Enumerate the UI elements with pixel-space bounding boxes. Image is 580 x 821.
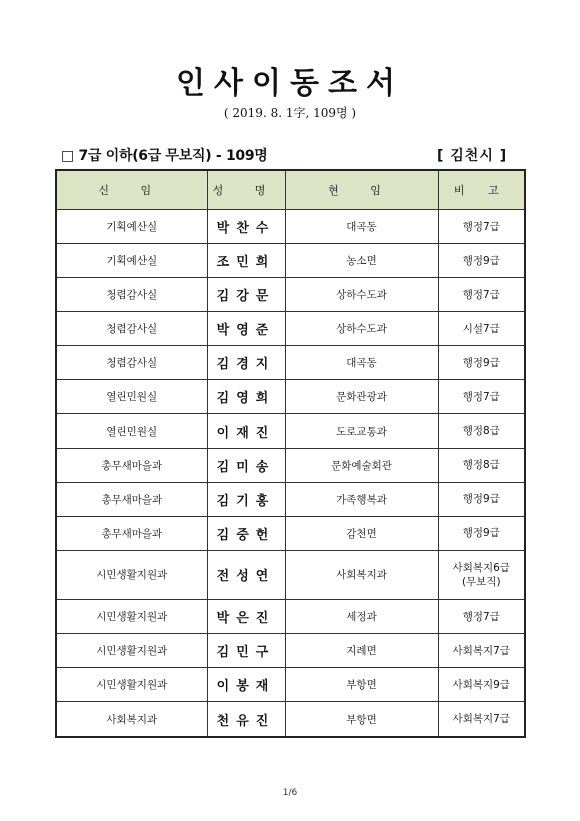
note-line: 사회복지7급 — [452, 713, 510, 726]
header-note: 비 고 — [438, 170, 525, 210]
cell-name: 전성연 — [207, 550, 285, 599]
cell-current-post: 농소면 — [285, 244, 438, 278]
cell-note — [438, 210, 525, 244]
note-line: (무보직) — [461, 575, 501, 588]
table-row — [56, 516, 525, 550]
header-current-post: 현 임 — [285, 170, 438, 210]
cell-current-post: 상하수도과 — [285, 312, 438, 346]
table-row — [56, 210, 525, 244]
table-row — [56, 244, 525, 278]
cell-new-post: 열린민원실 — [56, 380, 207, 414]
table-row — [56, 550, 525, 599]
note-line: 행정9급 — [462, 254, 500, 267]
cell-new-post: 시민생활지원과 — [56, 550, 207, 599]
cell-current-post: 지례면 — [285, 634, 438, 668]
cell-note — [438, 346, 525, 380]
cell-new-post: 기획예산실 — [56, 244, 207, 278]
cell-name: 박찬수 — [207, 210, 285, 244]
cell-note — [438, 278, 525, 312]
cell-new-post: 열린민원실 — [56, 414, 207, 448]
page-number: 1/6 — [282, 788, 298, 798]
table-row — [56, 312, 525, 346]
note-line: 행정8급 — [462, 425, 500, 437]
cell-current-post: 사회복지과 — [285, 550, 438, 599]
note-line: 행정7급 — [462, 390, 500, 403]
cell-note — [438, 634, 525, 668]
cell-note — [438, 244, 525, 278]
header-new-post: 신 임 — [56, 170, 207, 210]
note-line: 행정7급 — [462, 610, 500, 623]
table-row — [56, 634, 525, 668]
cell-name: 이봉재 — [207, 668, 285, 702]
cell-name: 박영준 — [207, 312, 285, 346]
cell-note — [438, 668, 525, 702]
cell-new-post: 총무새마을과 — [56, 448, 207, 482]
table-row — [56, 702, 525, 737]
note-line: 행정9급 — [462, 527, 500, 540]
table-row — [56, 346, 525, 380]
cell-name: 박은진 — [207, 600, 285, 634]
table-row — [56, 380, 525, 414]
cell-name: 김강문 — [207, 278, 285, 312]
note-line: 사회복지6급 — [452, 561, 510, 574]
table-row — [56, 278, 525, 312]
cell-current-post: 부항면 — [285, 668, 438, 702]
cell-new-post: 총무새마을과 — [56, 516, 207, 550]
cell-note — [438, 702, 525, 737]
cell-note — [438, 380, 525, 414]
cell-name: 김영희 — [207, 380, 285, 414]
table-body — [56, 210, 525, 738]
cell-new-post: 총무새마을과 — [56, 482, 207, 516]
cell-name: 김미송 — [207, 448, 285, 482]
note-line: 사회복지9급 — [452, 678, 510, 691]
table-row — [56, 668, 525, 702]
cell-new-post: 청렴감사실 — [56, 312, 207, 346]
personnel-table — [55, 169, 526, 738]
cell-new-post: 시민생활지원과 — [56, 634, 207, 668]
section-heading: □ 7급 이하(6급 무보직) - 109명 — [61, 148, 268, 164]
note-line: 사회복지7급 — [452, 644, 510, 657]
table-row — [56, 600, 525, 634]
cell-current-post: 세정과 — [285, 600, 438, 634]
cell-current-post: 감천면 — [285, 516, 438, 550]
cell-note — [438, 550, 525, 599]
document-title: 인사이동조서 — [176, 66, 404, 101]
table-row — [56, 448, 525, 482]
table-header-row — [56, 170, 525, 210]
header-name: 성 명 — [207, 170, 285, 210]
cell-note — [438, 516, 525, 550]
document-subtitle: ( 2019. 8. 1字, 109명 ) — [223, 106, 357, 120]
organization-label: [ 김천시 ] — [437, 148, 508, 164]
cell-new-post: 기획예산실 — [56, 210, 207, 244]
cell-name: 천유진 — [207, 702, 285, 737]
cell-note — [438, 312, 525, 346]
cell-note — [438, 448, 525, 482]
cell-note — [438, 482, 525, 516]
cell-current-post: 부항면 — [285, 702, 438, 737]
note-line: 행정8급 — [462, 459, 500, 472]
table-row — [56, 482, 525, 516]
cell-current-post: 도로교통과 — [285, 414, 438, 448]
cell-current-post: 가족행복과 — [285, 482, 438, 516]
cell-new-post: 청렴감사실 — [56, 346, 207, 380]
note-line: 행정7급 — [462, 220, 500, 233]
cell-name: 조민희 — [207, 244, 285, 278]
cell-new-post: 시민생활지원과 — [56, 668, 207, 702]
cell-name: 이재진 — [207, 414, 285, 448]
cell-note — [438, 600, 525, 634]
cell-current-post: 문화예술회관 — [285, 448, 438, 482]
cell-name: 김경지 — [207, 346, 285, 380]
cell-name: 김민구 — [207, 634, 285, 668]
cell-new-post: 사회복지과 — [56, 702, 207, 737]
cell-name: 김중헌 — [207, 516, 285, 550]
cell-name: 김기홍 — [207, 482, 285, 516]
note-line: 행정7급 — [462, 288, 500, 301]
cell-new-post: 청렴감사실 — [56, 278, 207, 312]
cell-new-post: 시민생활지원과 — [56, 600, 207, 634]
note-line: 시설7급 — [462, 322, 500, 335]
note-line: 행정9급 — [462, 493, 500, 506]
cell-current-post: 대곡동 — [285, 346, 438, 380]
cell-note — [438, 414, 525, 448]
cell-current-post: 대곡동 — [285, 210, 438, 244]
cell-current-post: 상하수도과 — [285, 278, 438, 312]
cell-current-post: 문화관광과 — [285, 380, 438, 414]
note-line: 행정9급 — [462, 356, 500, 369]
table-row — [56, 414, 525, 448]
